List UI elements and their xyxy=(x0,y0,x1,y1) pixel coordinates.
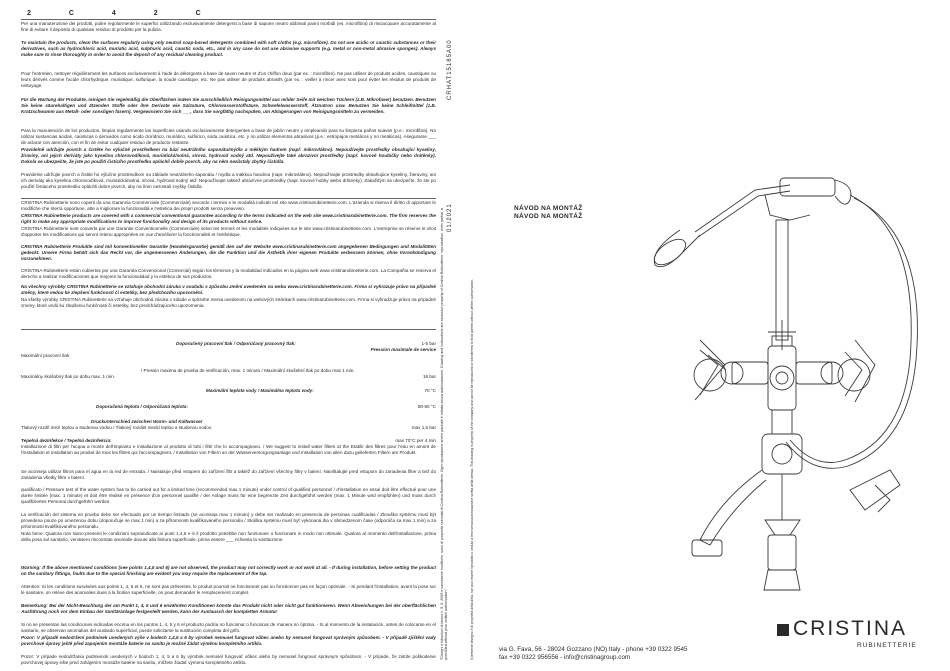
cleaning-es: Para la manutención de los productos, limpiar regularmente las superficies usando exclusivamente detergentes a base de jabón neutro y empleando para su limpieza paños suaves (p.e.: microfibra). No utilizar sustancias ácidas, caústicas o derivados como ácido clorídrico, muriático, sulfúrico, soda caústica, etc. y no utilizar elementos abrasivos (p.e.: estropajos metálicos y no metálicos). Asegurarse ___ de aclarar con atención, con el fin de evitar cualquier residuo de producto restante. xyxy=(21,128,436,146)
spec-max-temp-label: Maximální teplota vody / Maximálna teplota vody: xyxy=(206,388,314,393)
spec-diff-label: Druckunterschied zwischen Warm- und Kaltwasser xyxy=(91,419,203,424)
assembly-title xyxy=(514,205,583,221)
brand-mark-icon xyxy=(777,624,789,636)
spec-diff-value: max 1,5 bar xyxy=(411,425,436,430)
spec-max-pressure: Maximální pracovní tlak xyxy=(21,353,70,358)
spec-disinfect-label: Tepelná dezinfekce / Tepelná dezinfekcia: xyxy=(21,438,112,443)
warning-de: Bemerkung: Bei der Nicht-Beachtung der am Punkt 1, 4, 5 und 6 erwähnten Konditionen könnte das Produkt nicht oder nicht gut funktionieren. Wenn Abweichungen bei der oberflächlichen Ausführung noch vor dem Einbau der Sanitäranlage festgestellt werden, kann der Austausch der kompletten Armatur xyxy=(21,603,436,615)
cleaning-en: To maintain the products, clean the surfaces regularly using only neutral soap-based detergents combined with soft cloths (e.g. microfibre). Do not use acidic or caustic substances or their derivatives, such as hydrochloric acid, muriatic acid, sulphuric acid, caustic soda, etc., and in any case do not use abrasive supports (e.g. metal or non-metal abrasive sponges). Always make sure to rinse thoroughly in order to avoid the deposit of any residual cleaning product. xyxy=(21,40,436,58)
warranty-sk: Na všetky výrobky CRISTINA Rubinetterie sa vzťahuje obchodná záruka v súlade a spôsobe menia uvedenom na webových stránkach www.cristinarubinetterie.com. Firma si vyhradzuje právo na prípadné zmeny, ktoré vedú ku zlepšeniu funkčnosti či estetiky, bez predchádzajúceho upozornenia. xyxy=(21,297,436,309)
warning-fr: Attention: Si les conditions susvisées aux points 1, 4, 5 et 6, ne sont pas présentes, le produit pourrait ne fonctionner pas ou fonctionner pas en façon optimale. - Si pendant l'installation, avant la pose sur le sanitaire, on relève des anomalies dues à la finition superficielle, on peut demander le remplacement complet. xyxy=(21,584,436,596)
cleaning-de: Für die Wartung der Produkte, reinigen Sie regelmäßig die Oberflächen indem Sie ausschließlich Reinigungsmittel aus milder Seife mit weichen Tüchern (z.B. Mikrofaser) benutzen. Benutzen Sie keine säurehaltigen und ätzenden Stoffe oder ihre Derivate wie Salzsäure, Chlorwasserstoffsäure, Schwefelwasserstoff, Ätznatron usw. Benutzen Sie keine Schleifmittel (z.B. Kratzschwamm aus Metall- oder sonstigen fasern). Vergewissern Sie sich ___, dass Sie sorgfältig nachspülen, um Ablagerungen von Reinigungsmitteln zu vermeiden. xyxy=(21,97,436,115)
warranty-cz: Na všechny výrobky CRISTINA Rubinetterie se vztahuje obchodní záruka v souladu s způsobu změní uvedeném na webu www.cristinarubinetterie.com. Firma si vyhrazuje právo na případné změny, které vedou ke zlepšení funkčnosti či estetiky, bez předchozího upozornění. xyxy=(21,284,436,296)
spec-diff-line-text: Tlakový rozdíl mezi teplou a studenou vodou / Tlakový rozdiel medzi teplou a studenou vodou xyxy=(21,425,212,430)
spec-diff-line xyxy=(21,425,436,431)
warranty-en: CRISTINA Rubinetterie products are covered with a commercial conventional guarantee according to the terms indicated on the web site www.cristinarubinetterie.com. The firm reserves the right to make any appropriate modifications to improve functionality and design of its products without notice. xyxy=(21,213,436,225)
spec-test-label: / Pressin maxima de prueba de verificación, max. 1 minuto / Maximální zkušební tlak po dobu max 1 min. xyxy=(141,368,355,373)
spec-pressure-sub-text: Pression maximale de service xyxy=(370,347,436,352)
header-glyph: C xyxy=(195,10,219,17)
rule-warranty xyxy=(21,198,436,199)
spec-pressure-value: 1-5 bar xyxy=(421,341,436,346)
spec-max-temp-value: 70 °C xyxy=(424,388,436,393)
side-legal: "Disegni e Istruzioni di lavoro n. 5, 6, 2009 e successive modifiche, sono di proprietà riservata di Cristina Rubinetterie. Ogni riproduzione anche parziale è vietata senza autorizzazione. Drawing and instructions are exclusive property of Cristina Rubinetterie; reproduction, even partial, is prohibited without prior written authorization." xyxy=(440,207,448,660)
spec-pressure-label: Doporučený pracovní tlak / Odporúčaný pracovný tlak: xyxy=(176,341,296,346)
warranty-it: CRISTINA Rubinetterie sono coperti da una Garanzia Commerciale (Commerciale) secondo i termini e le modalità indicati nel sito www.cristinarubinetterie.com. L'azienda si riserva il diritto di apportare le modifiche che riterrà opportune, atte a migliorare la funzionalità e l'estetica dei propri prodotti senza preavviso. xyxy=(21,200,436,212)
cleaning-fr: Pour l'entretien, nettoyer régulièrement les surfaces exclusivement à l'aide de détergents à base de savon neutre et d'un chiffon doux (par ex. : microfibre). Ne pas utiliser de produits acides, caustiques ou leurs dérivés comme l'acide chlorhydrique, muriatique, sulfurique, la soude caustique, etc. Ne pas utiliser de produits abrasifs (par ex. : veiller à rincer avec soin pour éviter les résidus de produits de nettoyage. xyxy=(21,71,436,89)
side-date: 01/2021 xyxy=(447,203,453,232)
warning-sk: Pozor: V prípade nedodržania podmienok uvedených v bodoch 1, 4, 5 a 6 by výrobok nemusel fungovať vôbec alebo by nemusel fungovať správnym spôsobom. - V prípade, že zistíte poškodenie povrchovej úpravy ešte pred zahájením montáže batérie na sanitu, môžete žiadať výmenu kompletného artiklu. xyxy=(21,654,436,666)
warranty-fr: CRISTINA Rubinetterie sont couverts par une Garantie Conventionnelle (Commerciale) selon les termes et les modalités indiquées sur le site www.cristinarubinetterie.com. L'entreprise se réserve le droit d'apporter les modifications qui seront retenu appropriées en vue d'améliorer la fonctionnalité et l'esthétique. xyxy=(21,226,436,238)
spec-test-line xyxy=(21,374,436,380)
cleaning-sk: Pravidelne udržujte povrch a čistite ho výlučne prostriedkom na základe neutrálneho saponátu / mydla a mäkkou handrou (napr. mikrovlákno). Nepoužívajte prostriedky obsahujúce kyseliny, žieraviny, ani ich deriváty ako kyselina chlorovodíková, muriatická/solná, sírová, hydroxid sodný atď. Nepoužívajte taktiež abrazívne prostriedky (napr. kovové hubky alebo drôtenky). Zakaždým sa ubezpečte, že ste po použití čistiaceho prostriedku opláchli dobre povrch, aby na ňom nezostali zvyšky čistidla. xyxy=(21,172,436,190)
spec-rec-temp-value: 50-60 °C xyxy=(417,404,436,409)
warranty-de: CRISTINA Rubinetterie Produkte sind mit konventioneller Garantie (Handelsgarantie) gemäß den auf der Website www.cristinarubinetterie.com angegebenen Bedingungen und Modalitäten gedeckt. Unsere Firma behält sich das Recht vor, die angemessenen Änderungen, die die Funktion und die Ästhetik ihrer eigenen Produkte verbessern können, ohne Vorankündigung vorzunehmen. xyxy=(21,244,436,262)
header-glyph: 2 xyxy=(153,10,176,17)
assembly-title-line1: NÁVOD NA MONTÁŽ xyxy=(514,205,583,212)
header-glyph: C xyxy=(68,10,92,17)
header-glyph: 4 xyxy=(111,10,134,17)
brand-logo: CRISTINA xyxy=(793,617,908,640)
spec-rec-temp-label: Doporučená teplota / Odporúčaná teplota: xyxy=(96,404,188,409)
assembly-title-line2: NÁVOD NA MONTÁŽ xyxy=(514,213,583,220)
address-line-1: via G. Fava, 56 - 28024 Gozzano (NO) Italy - phone +39 0322 9545 xyxy=(499,646,688,653)
header-glyph: 2 xyxy=(27,10,49,17)
install-p1: Installazione di filtri per l'acqua a monte dell'impianto e installazione al prodotto di tutti i filtri che lo accompagnano. / We suggest to install water filters at the Etablir des filtres pour l'eau en amont de l'installation et installation au produit de tous les filtres qui l'accompagnent. / Installation von Filtern an der Wasserversorgungsanlage und Installation von allen dazu gelieferten Filtern am Produkt. xyxy=(21,444,436,456)
warning-cz: Pozor: V případě nedodržení podmínek uvedených výše v bodech 1,4,5 a 6 by výrobek nemusel fungovat vůbec anebo by nemusel fungovat správným způsobem. - V případě zjištění vady povrchové úpravy ještě před zapojením montáže baterie na sanitu je možné žádat výměnu kompletního artiklu. xyxy=(21,635,436,647)
handshower-head xyxy=(654,230,700,267)
warning-en: Warning: If the above mentioned conditions (see points 1,4,5 and 6) are not observed, the product may not correctly work or not work at all. - If during installation, before setting the product on the sanitary fittings, faults due to the special finishing are evident you may require the replacement of the tap. xyxy=(21,565,436,577)
side-code: CRHAT15185A00 xyxy=(447,39,453,100)
top-rule xyxy=(21,19,436,20)
address-line-2: fax +39 0322 956556 - info@cristinagroup.com xyxy=(499,654,631,661)
spec-test-line-text: Maximálny skúšobný tlak po dobu max. 1 min. xyxy=(21,374,115,379)
faucet-drawing xyxy=(640,140,940,610)
warranty-es: CRISTINA Rubinetterie están cubiertos por una Garantía Convencional (Comercial) según los términos y la modalidad indicados en la página web www.cristinarubinetterie.com. La Compañía se reserva el derecho a realizar modificaciones que mejoren la funcionalidad y la estética de sus productos. xyxy=(21,268,436,280)
spec-disinfect-value: max 70°C per 4 min xyxy=(395,438,436,443)
spec-test-value: 16 bar xyxy=(422,374,436,379)
company-address xyxy=(499,646,688,662)
install-p2: Se aconseja utilizar filtros para el agua en la red de entrada. / Naistaluje před vstupem do zařízení filtr a taktéž do zařízení všechny filtry v balení. Nainštalujte pred vstupom do zariadenia filter a tiež do zariadenia všetky filtre v balení. xyxy=(21,469,436,481)
cleaning-it: Per una manutenzione dei prodotti, pulire regolarmente le superfici utilizzando esclusivamente detergenti a base di sapone neutro abbinati panni morbidi (es. microfibra) di risciacquare accuratamente al fine di evitare il deposito di qualsiasi residuo di prodotto per la pulizia. xyxy=(21,21,436,33)
brand-sub: RUBINETTERIE xyxy=(857,642,917,649)
left-text-column xyxy=(21,10,436,666)
install-p5: Nota bene: Qualora non siano presenti le condizioni sopraindicate ai punti 1,4,5 e 6 il prodotto potrebbe non funzionare o funzionare in modo non ottimale. Qualora al momento dell'installazione, prima della posa sul sanitario, venissero riscontrate anomalie dovute alla finitura superficiale, prima essere ___ richiesta la sostituzione. xyxy=(21,531,436,543)
warning-es: Si no se presentan las condiciones indicadas encima en los puntos 1, 4, 5 y 6 el producto podría no funcionar o funcionar de manera no óptima. - Si al momento de la instalación, antes de colocarse en el sanitario, se observan anomalías del acabado superficial, puede solicitarse la sustitución completa del grifo. xyxy=(21,622,436,634)
fig-legal: Il presente disegno è di proprietà della ditta, non può essere riprodotto o ceduto a terzi senza autorizzazione scritta della stessa. This drawing is property of the company and cannot be reproduced or transferred to third parties without written authorisation. xyxy=(470,278,474,660)
rule-specs xyxy=(21,329,436,330)
install-p3: qualificato / Pressure test of the water system has to be carried out for a limited time (recommended max 1 minute) under control of qualified personnel / d'installation en essai doit être effectué pour une durée limitée (max. 1 minute) et doit être réalisé en présence d'un personnel qualifié / der Anlage muss für eine begrenzte Zeit durchgeführt werden (max. 1 Minute wird empfohlen) und muss durch qualifiziertes Personal durchgeführt werden. xyxy=(21,487,436,505)
cleaning-cz: Pravidelně udržujte povrch a čistěte ho výlučně prostředkem na bázi neutrálního saponátu/mýdla a měkkým hadrem (např. mikrovlákno). Nepoužívejte prostředky obsahující kyseliny, žíraviny, ani jejich deriváty jako kyselina chlorovodíková, muriatická/solná, sírová, hydroxid sodný atd. Nepoužívejte také abrazivní prostředky (např. kovové houbičky nebo drátěnky). Dokola se ubezpečte, že jste po použití čisticího prostředku opláchli dobře povrch, aby na něm nezůstaly zbytky čistidla. xyxy=(21,147,436,165)
install-p4: La verificación del sistema en prueba debe ser efectuado por un tiempo limitado (se aconseja max 1 minuto) y debe ser realizado en presencia de personas cualificadas / Zkouška systému musí být provedena pouze po omezenou dobu (doporučuje se max 1 min) a za přítomnosti kvalifikovaného personálu / Skúška systému musí byť vykonaná iba v obmedzenom čase (odporúča sa max 1 min) a za prítomnosti kvalifikovaného personálu. xyxy=(21,512,436,530)
